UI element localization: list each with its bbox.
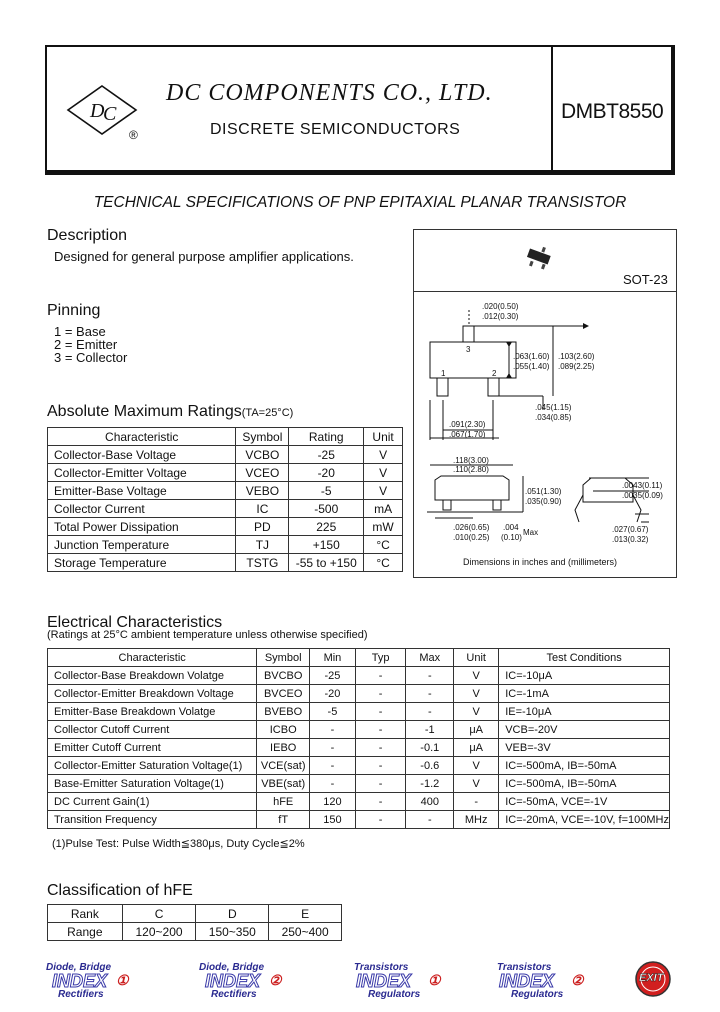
cell: VCB=-20V: [499, 721, 670, 739]
cell: -: [355, 811, 406, 829]
footer-link-top: Diode, Bridge: [46, 962, 112, 973]
abs-max-heading: [47, 403, 293, 421]
header-divider: [551, 45, 553, 173]
cell: IE=-10μA: [499, 703, 670, 721]
cell: IC=-1mA: [499, 685, 670, 703]
pin-2-label: 2: [492, 369, 497, 378]
cell: VCBO: [236, 446, 289, 464]
cell: IC=-10μA: [499, 667, 670, 685]
footer-link-mid: INDEX: [356, 971, 412, 991]
cell: °C: [364, 536, 403, 554]
cell: 400: [406, 793, 454, 811]
cell: BVEBO: [257, 703, 310, 721]
header-cell: D: [196, 905, 269, 923]
cell: μA: [454, 739, 499, 757]
header-cell: Min: [310, 649, 356, 667]
header-cell: E: [269, 905, 342, 923]
cell: Collector Current: [48, 500, 236, 518]
dim-height-max: .051(1.30): [525, 487, 562, 496]
header-cell: Rating: [289, 428, 364, 446]
classification-table: [47, 904, 342, 941]
table-row: [48, 775, 670, 793]
cell: IC: [236, 500, 289, 518]
footer-link-bot: Rectifiers: [211, 989, 257, 1000]
cell: -: [355, 703, 406, 721]
cell: -0.6: [406, 757, 454, 775]
cell: Transition Frequency: [48, 811, 257, 829]
exit-label: EXIT: [639, 972, 664, 984]
footer-link-num: ①: [428, 972, 441, 988]
classification-heading: Classification of hFE: [47, 882, 193, 899]
cell: 120~200: [122, 923, 196, 941]
cell: -1.2: [406, 775, 454, 793]
footer-link-mid: INDEX: [205, 971, 261, 991]
abs-max-table: [47, 427, 403, 572]
footer-link-top: Diode, Bridge: [199, 962, 265, 973]
table-row: [48, 667, 670, 685]
cell: VCEO: [236, 464, 289, 482]
cell: -25: [310, 667, 356, 685]
cell: Collector-Emitter Saturation Voltage(1): [48, 757, 257, 775]
cell: DC Current Gain(1): [48, 793, 257, 811]
dim-lead-length-max: .045(1.15): [535, 403, 572, 412]
cell: Collector-Base Breakdown Volatge: [48, 667, 257, 685]
footer-link-mid: INDEX: [52, 971, 108, 991]
dim-body-width-max: .063(1.60): [513, 352, 550, 361]
header-cell: C: [122, 905, 196, 923]
dim-total-width-min: .089(2.25): [558, 362, 595, 371]
pinning-item-collector: 3 = Collector: [54, 350, 128, 365]
cell: Emitter-Base Breakdown Volatge: [48, 703, 257, 721]
svg-text:C: C: [103, 103, 117, 125]
header-cell: Symbol: [257, 649, 310, 667]
cell: VEBO: [236, 482, 289, 500]
abs-max-condition: (TA=25°C): [241, 407, 294, 419]
cell: VEB=-3V: [499, 739, 670, 757]
cell: mA: [364, 500, 403, 518]
header-cell: Test Conditions: [499, 649, 670, 667]
package-name: SOT-23: [623, 272, 668, 287]
cell: -: [406, 703, 454, 721]
cell: -: [310, 739, 356, 757]
footer-link-top: Transistors: [354, 962, 409, 973]
cell: IEBO: [257, 739, 310, 757]
header-cell: Typ: [355, 649, 406, 667]
cell: -: [454, 793, 499, 811]
footer-link-bot: Regulators: [368, 989, 421, 1000]
table-row: [48, 446, 403, 464]
dim-lead-thickness-max: .0043(0.11): [622, 481, 663, 490]
cell: +150: [289, 536, 364, 554]
dim-foot-min: .010(0.25): [453, 533, 490, 542]
footer-link-num: ①: [116, 972, 129, 988]
svg-text:D: D: [90, 100, 105, 122]
cell: VBE(sat): [257, 775, 310, 793]
footer-link-mid: INDEX: [499, 971, 555, 991]
dim-body-length-max: .118(3.00): [453, 456, 489, 465]
diode-index-1-link[interactable]: [46, 962, 142, 1002]
cell: Collector-Emitter Breakdown Voltage: [48, 685, 257, 703]
cell: -: [355, 739, 406, 757]
footer-link-top: Transistors: [497, 962, 552, 973]
header-cell: Characteristic: [48, 428, 236, 446]
header-cell: Unit: [454, 649, 499, 667]
transistor-index-2-link[interactable]: [497, 962, 593, 1002]
dim-body-width-min: .055(1.40): [513, 362, 550, 371]
footer-link-bot: Regulators: [511, 989, 564, 1000]
footer-link-num: ②: [269, 972, 282, 988]
cell: Collector Cutoff Current: [48, 721, 257, 739]
cell: Emitter-Base Voltage: [48, 482, 236, 500]
cell: V: [364, 464, 403, 482]
description-heading: Description: [47, 227, 128, 244]
cell: IC=-500mA, IB=-50mA: [499, 757, 670, 775]
dim-total-width-max: .103(2.60): [558, 352, 595, 361]
cell: BVCEO: [257, 685, 310, 703]
cell: fT: [257, 811, 310, 829]
header-cell: Rank: [48, 905, 123, 923]
cell: MHz: [454, 811, 499, 829]
part-number: DMBT8550: [561, 100, 664, 123]
cell: Collector-Base Voltage: [48, 446, 236, 464]
abs-max-title: Absolute Maximum Ratings: [47, 403, 242, 420]
cell: ICBO: [257, 721, 310, 739]
company-subtitle: DISCRETE SEMICONDUCTORS: [210, 121, 461, 138]
cell: -5: [310, 703, 356, 721]
cell: V: [454, 757, 499, 775]
pinning-item-base: 1 = Base: [54, 324, 106, 339]
table-row: [48, 721, 670, 739]
dim-pitch-min: .067(1.70): [449, 430, 486, 439]
header-cell: Unit: [364, 428, 403, 446]
cell: 250~400: [269, 923, 342, 941]
transistor-index-1-link[interactable]: [354, 962, 450, 1002]
footer-link-num: ②: [571, 972, 584, 988]
pulse-test-footnote: (1)Pulse Test: Pulse Width≦380μs, Duty Cycle≦2%: [52, 838, 305, 850]
table-row: [48, 793, 670, 811]
cell: mW: [364, 518, 403, 536]
cell: Base-Emitter Saturation Voltage(1): [48, 775, 257, 793]
cell: -1: [406, 721, 454, 739]
electrical-table: [47, 648, 670, 829]
cell: 225: [289, 518, 364, 536]
header-cell: Characteristic: [48, 649, 257, 667]
diode-index-2-link[interactable]: [199, 962, 295, 1002]
dim-lead-foot-min: .013(0.32): [612, 535, 649, 544]
table-row: [48, 500, 403, 518]
dim-pitch-max: .091(2.30): [449, 420, 486, 429]
cell: PD: [236, 518, 289, 536]
table-row: [48, 685, 670, 703]
cell: VCE(sat): [257, 757, 310, 775]
dim-height-min: .035(0.90): [525, 497, 562, 506]
technical-title: TECHNICAL SPECIFICATIONS OF PNP EPITAXIAL PLANAR TRANSISTOR: [93, 194, 627, 211]
cell: -20: [310, 685, 356, 703]
pinning-item-emitter: 2 = Emitter: [54, 337, 118, 352]
cell: °C: [364, 554, 403, 572]
cell: V: [454, 775, 499, 793]
table-header-row: [48, 649, 670, 667]
cell: 150: [310, 811, 356, 829]
cell: -: [406, 667, 454, 685]
table-row: [48, 757, 670, 775]
cell: 120: [310, 793, 356, 811]
exit-button[interactable]: [634, 960, 672, 998]
cell: V: [454, 703, 499, 721]
cell: -: [310, 775, 356, 793]
cell: V: [454, 667, 499, 685]
cell: -: [406, 685, 454, 703]
dim-standoff-mm: (0.10): [501, 533, 522, 542]
cell: -5: [289, 482, 364, 500]
dim-lead-length-min: .034(0.85): [535, 413, 572, 422]
cell: -25: [289, 446, 364, 464]
registered-mark: ®: [129, 128, 138, 142]
footer-link-bot: Rectifiers: [58, 989, 104, 1000]
header-cell: Max: [406, 649, 454, 667]
dim-standoff: .004: [503, 523, 519, 532]
header-cell: Symbol: [236, 428, 289, 446]
cell: -: [355, 775, 406, 793]
cell: -500: [289, 500, 364, 518]
cell: -: [355, 667, 406, 685]
cell: Emitter Cutoff Current: [48, 739, 257, 757]
cell: -20: [289, 464, 364, 482]
cell: TJ: [236, 536, 289, 554]
pin-1-label: 1: [441, 369, 446, 378]
dim-lead-thickness-min: .0035(0.09): [622, 491, 663, 500]
cell: -: [355, 793, 406, 811]
table-row: [48, 518, 403, 536]
cell: -: [310, 721, 356, 739]
dim-standoff-max-label: Max: [523, 528, 539, 537]
table-row: [48, 703, 670, 721]
cell: Range: [48, 923, 123, 941]
table-row: [48, 536, 403, 554]
table-header-row: [48, 905, 342, 923]
cell: -: [310, 757, 356, 775]
cell: Junction Temperature: [48, 536, 236, 554]
table-row: [48, 482, 403, 500]
dim-lead-width-max: .020(0.50): [482, 302, 519, 311]
cell: -55 to +150: [289, 554, 364, 572]
cell: Collector-Emitter Voltage: [48, 464, 236, 482]
table-row: [48, 464, 403, 482]
cell: -: [355, 685, 406, 703]
cell: V: [364, 446, 403, 464]
dimension-caption: Dimensions in inches and (millimeters): [463, 557, 618, 567]
table-header-row: [48, 428, 403, 446]
table-row: [48, 923, 342, 941]
description-text: Designed for general purpose amplifier applications.: [54, 249, 354, 264]
pin-3-label: 3: [466, 345, 471, 354]
dim-lead-width-min: .012(0.30): [482, 312, 519, 321]
cell: V: [454, 685, 499, 703]
table-row: [48, 554, 403, 572]
cell: V: [364, 482, 403, 500]
cell: TSTG: [236, 554, 289, 572]
electrical-heading: Electrical Characteristics: [47, 614, 223, 631]
cell: 150~350: [196, 923, 269, 941]
electrical-note: (Ratings at 25°C ambient temperature unless otherwise specified): [47, 629, 368, 641]
cell: Total Power Dissipation: [48, 518, 236, 536]
cell: IC=-50mA, VCE=-1V: [499, 793, 670, 811]
cell: IC=-20mA, VCE=-10V, f=100MHz: [499, 811, 670, 829]
dim-lead-foot-max: .027(0.67): [612, 525, 649, 534]
cell: -: [355, 721, 406, 739]
table-row: [48, 739, 670, 757]
cell: -: [406, 811, 454, 829]
company-name: DC COMPONENTS CO., LTD.: [166, 80, 493, 106]
pinning-heading: Pinning: [47, 302, 101, 319]
cell: μA: [454, 721, 499, 739]
cell: -: [355, 757, 406, 775]
cell: BVCBO: [257, 667, 310, 685]
table-row: [48, 811, 670, 829]
dim-foot-max: .026(0.65): [453, 523, 490, 532]
sot23-chip-icon: [524, 246, 558, 270]
cell: hFE: [257, 793, 310, 811]
cell: -0.1: [406, 739, 454, 757]
cell: IC=-500mA, IB=-50mA: [499, 775, 670, 793]
dim-body-length-min: .110(2.80): [453, 465, 489, 474]
cell: Storage Temperature: [48, 554, 236, 572]
